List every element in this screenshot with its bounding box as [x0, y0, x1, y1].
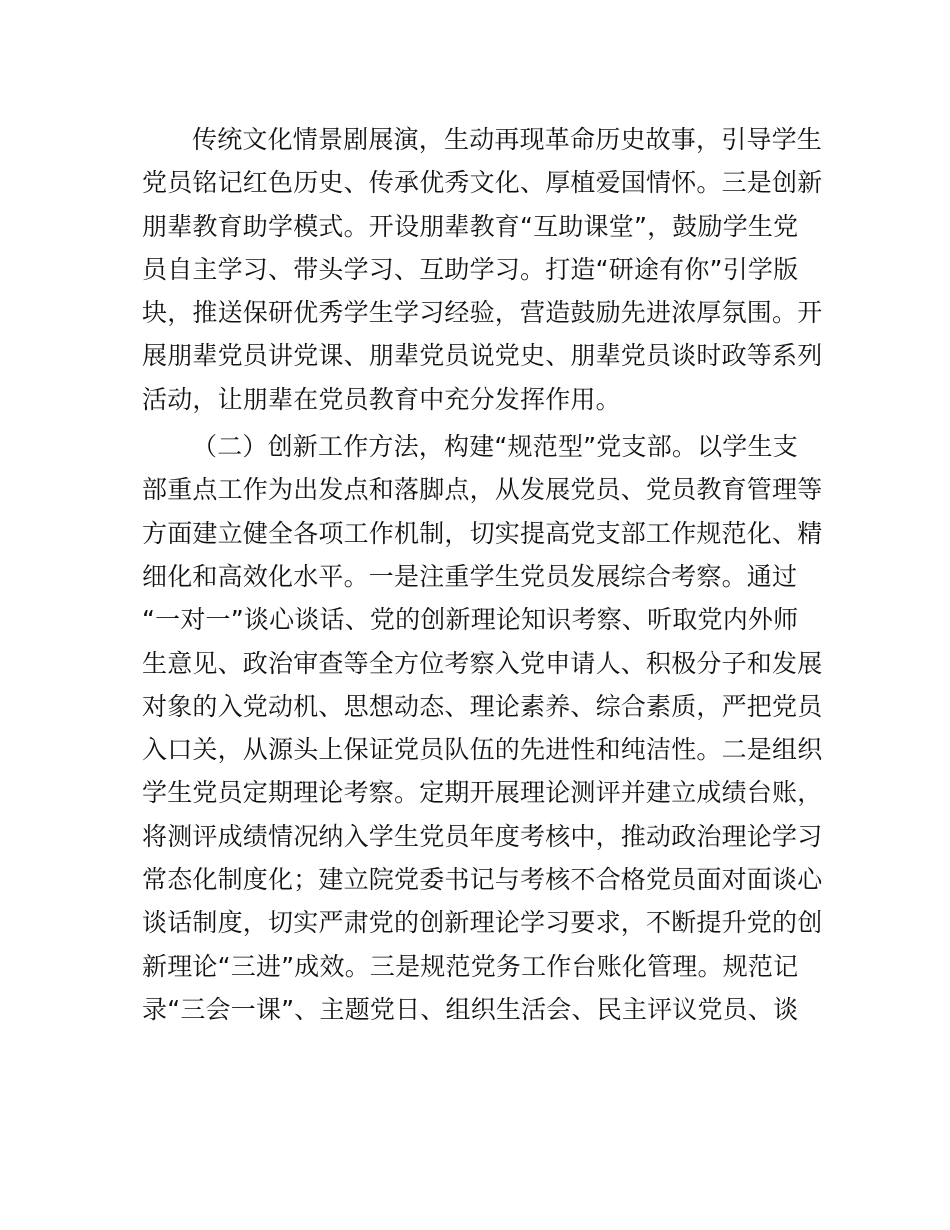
paragraph-1 [142, 118, 823, 421]
text-line: 部重点工作为出发点和落脚点，从发展党员、党员教育管理等 [142, 475, 823, 505]
text-line: 新理论“三进”成效。三是规范党务工作台账化管理。规范记 [142, 951, 799, 981]
text-line: 细化和高效化水平。一是注重学生党员发展综合考察。通过 [142, 561, 798, 591]
text-line: （二）创新工作方法，构建“规范型”党支部。以学生支 [192, 432, 798, 462]
paragraph-2 [142, 425, 823, 1031]
text-line: 生意见、政治审查等全方位考察入党申请人、积极分子和发展 [142, 648, 823, 678]
text-line: 常态化制度化；建立院党委书记与考核不合格党员面对面谈心 [142, 865, 823, 895]
text-line: 录“三会一课”、主题党日、组织生活会、民主评议党员、谈 [142, 994, 799, 1024]
text-line: 谈话制度，切实严肃党的创新理论学习要求，不断提升党的创 [142, 908, 823, 938]
text-line: 展朋辈党员讲党课、朋辈党员说党史、朋辈党员谈时政等系列 [142, 341, 823, 371]
text-line: 入口关，从源头上保证党员队伍的先进性和纯洁性。二是组织 [142, 735, 823, 765]
text-line: 块，推送保研优秀学生学习经验，营造鼓励先进浓厚氛围。开 [142, 298, 823, 328]
text-line: 对象的入党动机、思想动态、理论素养、综合素质，严把党员 [142, 691, 823, 721]
text-line: “一对一”谈心谈话、党的创新理论知识考察、听取党内外师 [142, 605, 799, 635]
text-line: 传统文化情景剧展演，生动再现革命历史故事，引导学生 [192, 125, 823, 154]
text-line: 朋辈教育助学模式。开设朋辈教育“互助课堂”，鼓励学生党 [142, 211, 799, 241]
text-line: 活动，让朋辈在党员教育中充分发挥作用。 [142, 384, 621, 414]
text-line: 将测评成绩情况纳入学生党员年度考核中，推动政治理论学习 [142, 821, 823, 851]
text-line: 学生党员定期理论考察。定期开展理论测评并建立成绩台账， [142, 778, 823, 808]
text-line: 员自主学习、带头学习、互助学习。打造“研途有你”引学版 [142, 254, 799, 284]
text-line: 党员铭记红色历史、传承优秀文化、厚植爱国情怀。三是创新 [142, 168, 823, 198]
text-line: 方面建立健全各项工作机制，切实提高党支部工作规范化、精 [142, 518, 823, 548]
body-text [142, 118, 823, 1031]
